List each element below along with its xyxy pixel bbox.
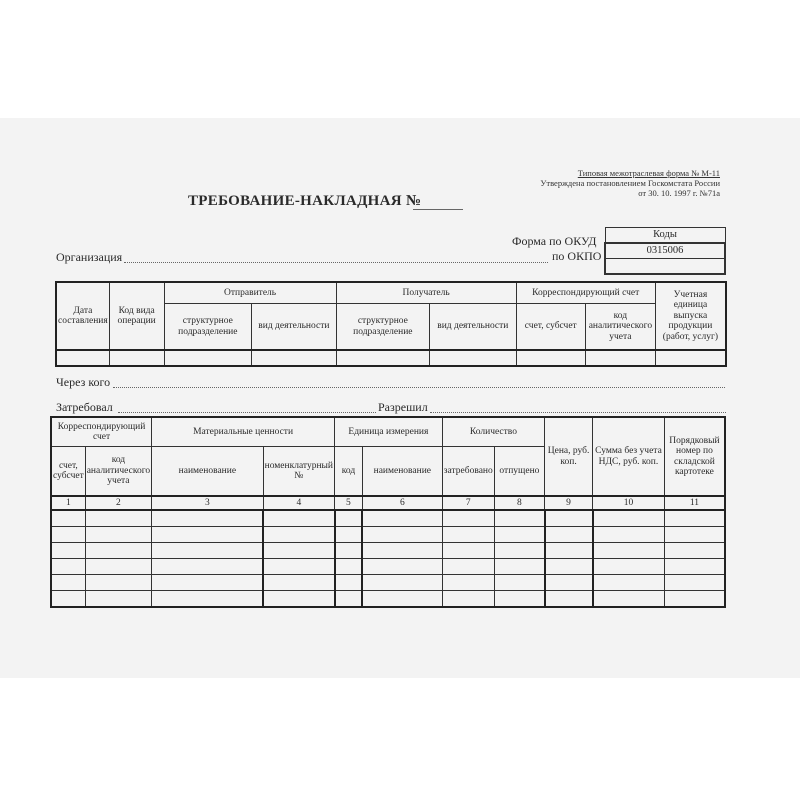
table-row [51,527,725,543]
items-body [51,510,725,607]
cell-activity-sender[interactable] [252,350,337,366]
column-number-row [51,496,725,510]
col2-code: код [335,447,363,497]
column-number: 9 [545,496,593,510]
table-cell[interactable] [593,559,665,575]
table-cell[interactable] [494,543,544,559]
table-cell[interactable] [152,543,264,559]
cell-struct-unit-receiver[interactable] [336,350,429,366]
through-label: Через кого [56,375,111,389]
table-cell[interactable] [263,591,334,608]
table-cell[interactable] [85,575,151,591]
table-cell[interactable] [494,559,544,575]
table-cell[interactable] [85,510,151,527]
table-cell[interactable] [494,510,544,527]
okpo-value [605,259,725,275]
col2-name: наименование [152,447,264,497]
col-activity-sender: вид деятельности [252,304,337,350]
table-cell[interactable] [152,510,264,527]
table-cell[interactable] [362,575,442,591]
through-line [113,387,725,388]
col-struct-unit-sender: структурное подразделение [164,304,252,350]
table-cell[interactable] [362,543,442,559]
col2-card-no: Порядковый номер по складской картотеке [664,417,725,496]
col-activity-receiver: вид деятельности [430,304,516,350]
table-cell[interactable] [51,575,85,591]
table-cell[interactable] [152,575,264,591]
table-cell[interactable] [362,559,442,575]
table-cell[interactable] [362,527,442,543]
col2-quantity: Количество [442,417,544,447]
column-number: 10 [593,496,665,510]
column-number: 6 [362,496,442,510]
organization-label: Организация [56,250,123,264]
requested-line [118,412,376,413]
table-cell[interactable] [362,591,442,608]
col-receiver: Получатель [336,282,516,304]
requested-label: Затребовал [56,400,113,414]
codes-header: Коды [605,228,725,244]
allowed-line [430,412,726,413]
okud-value: 0315006 [605,243,725,259]
table-cell[interactable] [593,591,665,608]
table-cell[interactable] [545,527,593,543]
cell-date[interactable] [56,350,109,366]
form-header-line3: от 30. 10. 1997 г. №71а [638,188,720,198]
table-row [51,591,725,608]
table-cell[interactable] [51,510,85,527]
okpo-label: по ОКПО [552,249,602,263]
table-cell[interactable] [442,510,494,527]
col2-requested: затребовано [442,447,494,497]
organization-line [124,262,548,263]
table-cell[interactable] [85,543,151,559]
table-cell[interactable] [664,543,725,559]
table-cell[interactable] [362,510,442,527]
col2-nomen-no: номенклатурный № [263,447,334,497]
table-cell[interactable] [442,575,494,591]
column-number: 4 [263,496,334,510]
col-sender: Отправитель [164,282,336,304]
col-op-code: Код вида операции [109,282,164,350]
table-cell[interactable] [545,559,593,575]
column-number: 7 [442,496,494,510]
table-cell[interactable] [263,527,334,543]
table-cell[interactable] [442,527,494,543]
column-number: 1 [51,496,85,510]
col-analytic-code: код аналитического учета [585,304,655,350]
col2-account-sub: счет, субсчет [51,447,85,497]
col-struct-unit-receiver: структурное подразделение [336,304,429,350]
table-cell[interactable] [85,591,151,608]
allowed-label: Разрешил [378,400,428,414]
table-cell[interactable] [545,543,593,559]
table-cell[interactable] [442,543,494,559]
cell-analytic-code[interactable] [585,350,655,366]
table-cell[interactable] [51,559,85,575]
table-cell[interactable] [664,527,725,543]
table-row [51,559,725,575]
column-number: 3 [152,496,264,510]
col2-sum: Сумма без учета НДС, руб. коп. [593,417,665,496]
table-cell[interactable] [335,543,363,559]
table-cell[interactable] [85,559,151,575]
table-row [51,510,725,527]
table-cell[interactable] [593,575,665,591]
table-cell[interactable] [664,575,725,591]
col2-material: Материальные ценности [152,417,335,447]
column-number: 11 [664,496,725,510]
table-cell[interactable] [664,591,725,608]
form-header [470,168,720,198]
table-cell[interactable] [593,510,665,527]
table-cell[interactable] [494,527,544,543]
table-row [51,543,725,559]
table-cell[interactable] [51,543,85,559]
table-cell[interactable] [335,559,363,575]
table-cell[interactable] [263,543,334,559]
col-corr-account: Корреспондирующий счет [516,282,655,304]
table-cell[interactable] [494,575,544,591]
table-row [51,575,725,591]
table-cell[interactable] [152,527,264,543]
table-cell[interactable] [442,559,494,575]
col2-unit: Единица измерения [335,417,443,447]
cell-unit[interactable] [655,350,726,366]
table-cell[interactable] [335,510,363,527]
col2-released: отпущено [494,447,544,497]
table-cell[interactable] [85,527,151,543]
table-cell[interactable] [263,559,334,575]
table-cell[interactable] [442,591,494,608]
table-cell[interactable] [664,559,725,575]
col2-price: Цена, руб. коп. [545,417,593,496]
col2-analytic-code: код аналитического учета [85,447,151,497]
cell-activity-receiver[interactable] [430,350,516,366]
table-cell[interactable] [263,510,334,527]
codes-box [604,227,726,275]
table-cell[interactable] [545,575,593,591]
okud-label: Форма по ОКУД [512,234,597,248]
table-cell[interactable] [51,527,85,543]
table-cell[interactable] [152,559,264,575]
table-cell[interactable] [664,510,725,527]
col-date: Дата составления [56,282,109,350]
table-cell[interactable] [545,591,593,608]
cell-account-sub[interactable] [516,350,585,366]
table-cell[interactable] [593,527,665,543]
col2-unit-name: наименование [362,447,442,497]
cell-op-code[interactable] [109,350,164,366]
col2-corr-account: Корреспондирующий счет [51,417,152,447]
cell-struct-unit-sender[interactable] [164,350,252,366]
table-cell[interactable] [335,527,363,543]
table-cell[interactable] [593,543,665,559]
items-table [50,416,726,608]
col-account-sub: счет, субсчет [516,304,585,350]
table-cell[interactable] [51,591,85,608]
table-cell[interactable] [152,591,264,608]
table-cell[interactable] [545,510,593,527]
table-cell[interactable] [263,575,334,591]
form-header-line2: Утверждена постановлением Госкомстата России [540,178,720,188]
table-cell[interactable] [494,591,544,608]
doc-number-line [413,209,463,210]
document-title: ТРЕБОВАНИЕ-НАКЛАДНАЯ № [188,193,422,209]
table-cell[interactable] [335,591,363,608]
col-unit: Учетная единица выпуска продукции (работ, услуг) [655,282,726,350]
column-number: 5 [335,496,363,510]
table-cell[interactable] [335,575,363,591]
header-table [55,281,727,367]
column-number: 8 [494,496,544,510]
column-number: 2 [85,496,151,510]
form-header-line1: Типовая межотраслевая форма № М-11 [577,168,720,178]
